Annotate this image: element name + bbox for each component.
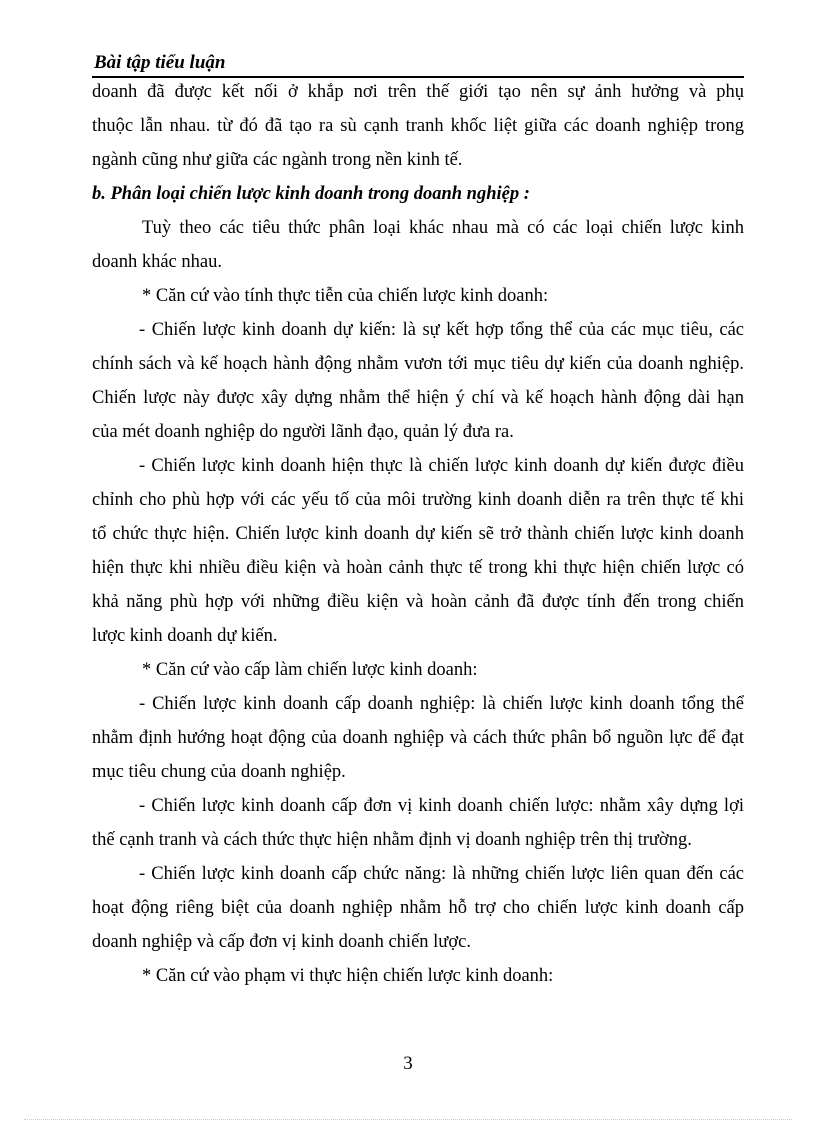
criterion-line: * Căn cứ vào cấp làm chiến lược kinh doanh:	[142, 660, 478, 680]
criterion-line: * Căn cứ vào phạm vi thực hiện chiến lược kinh doanh:	[142, 966, 554, 986]
paragraph-line: hiện thực khi nhiều điều kiện và hoàn cảnh thực tế trong khi thực hiện chiến lược có	[92, 558, 744, 578]
paragraph-line: doanh nghiệp và cấp đơn vị kinh doanh chiến lược.	[92, 932, 471, 952]
paragraph-line: tổ chức thực hiện. Chiến lược kinh doanh dự kiến sẽ trở thành chiến lược kinh doanh	[92, 524, 744, 544]
paragraph-line: doanh đã được kết nối ở khắp nơi trên thế giới tạo nên sự ảnh hưởng và phụ	[92, 82, 744, 102]
paragraph-line: - Chiến lược kinh doanh dự kiến: là sự kết hợp tổng thể của các mục tiêu, các	[139, 320, 744, 340]
paragraph-line: khả năng phù hợp với những điều kiện và hoàn cảnh đã được tính đến trong chiến	[92, 592, 744, 612]
paragraph-line: của mét doanh nghiệp do người lãnh đạo, quản lý đưa ra.	[92, 422, 514, 442]
document-body	[92, 75, 744, 993]
paragraph-line: nhằm định hướng hoạt động của doanh nghiệp và cách thức phân bổ nguồn lực để đạt	[92, 728, 744, 748]
paragraph-line: Tuỳ theo các tiêu thức phân loại khác nhau mà có các loại chiến lược kinh	[142, 218, 744, 238]
paragraph-line: thế cạnh tranh và cách thức thực hiện nhằm định vị doanh nghiệp trên thị trường.	[92, 830, 692, 850]
paragraph-line: hoạt động riêng biệt của doanh nghiệp nhằm hỗ trợ cho chiến lược kinh doanh cấp	[92, 898, 744, 918]
section-heading: b. Phân loại chiến lược kinh doanh trong doanh nghiệp :	[92, 184, 530, 204]
paragraph-line: - Chiến lược kinh doanh hiện thực là chiến lược kinh doanh dự kiến được điều	[139, 456, 744, 476]
paragraph-line: mục tiêu chung của doanh nghiệp.	[92, 762, 346, 782]
header-title: Bài tập tiểu luận	[94, 52, 226, 73]
paragraph-line: - Chiến lược kinh doanh cấp doanh nghiệp: là chiến lược kinh doanh tổng thể	[139, 694, 744, 714]
paragraph-line: - Chiến lược kinh doanh cấp đơn vị kinh doanh chiến lược: nhằm xây dựng lợi	[139, 796, 744, 816]
paragraph-line: doanh khác nhau.	[92, 252, 222, 272]
paragraph-line: chính sách và kế hoạch hành động nhằm vươn tới mục tiêu dự kiến của doanh nghiệp.	[92, 354, 744, 374]
paragraph-line: lược kinh doanh dự kiến.	[92, 626, 278, 646]
paragraph-line: thuộc lẫn nhau. từ đó đã tạo ra sù cạnh tranh khốc liệt giữa các doanh nghiệp trong	[92, 116, 744, 136]
paragraph-line: ngành cũng như giữa các ngành trong nền kinh tế.	[92, 150, 463, 170]
criterion-line: * Căn cứ vào tính thực tiễn của chiến lược kinh doanh:	[142, 286, 549, 306]
page-edge-divider	[24, 1119, 792, 1120]
paragraph-line: - Chiến lược kinh doanh cấp chức năng: là những chiến lược liên quan đến các	[139, 864, 744, 884]
paragraph-line: chỉnh cho phù hợp với các yếu tố của môi trường kinh doanh diễn ra trên thực tế khi	[92, 490, 744, 510]
page-header	[92, 50, 744, 78]
page-number: 3	[403, 1053, 413, 1074]
paragraph-line: Chiến lược này được xây dựng nhằm thể hiện ý chí và kế hoạch hành động dài hạn	[92, 388, 744, 408]
